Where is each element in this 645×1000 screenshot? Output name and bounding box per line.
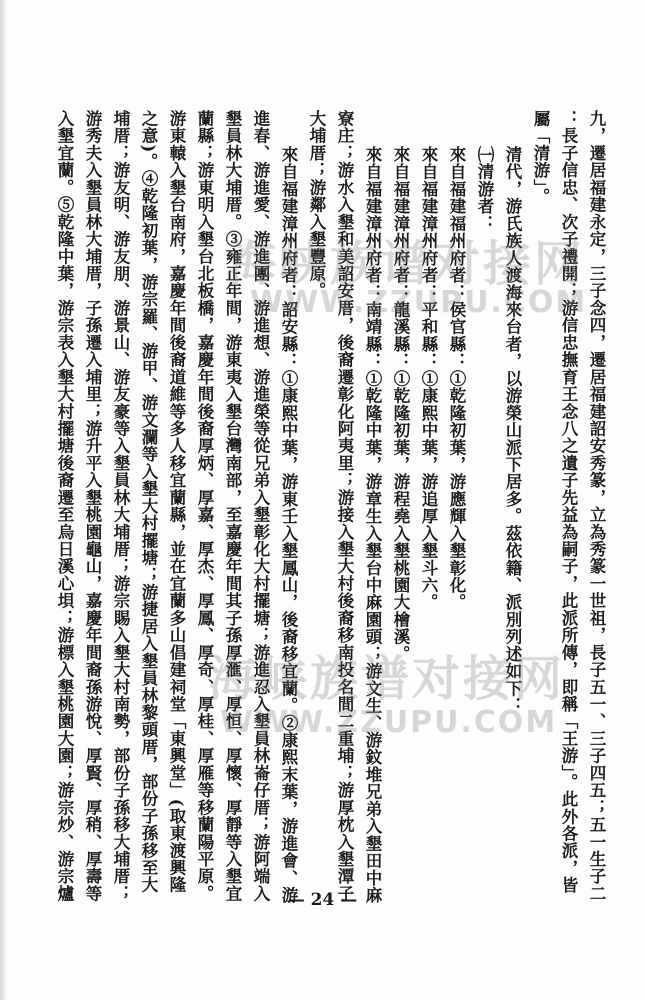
page-edge-shadow [0,0,8,1000]
text-column-4: 清代，游氏族人渡海來台者，以游榮山派下居多。茲依籍、派別列述如下： [503,146,522,715]
text-column-18: 埔厝；游友明、游友朋、游景山、游友豪等入墾員林大埔厝；游宗賜入墾大村南勢，部份子孫移大埔厝； [111,110,130,903]
text-column-5: ㈠清游者： [475,146,494,233]
text-column-6: 來自福建福州府者：侯官縣：①乾隆初葉，游應輝入墾彰化。 [447,146,466,611]
text-column-17: 之意)。④乾隆初葉，游宗羅、游甲、游文瀾等入墾大村擺塘；游捷居入墾員林黎頭厝，部份子孫移至大 [139,110,158,894]
text-column-9: 來自福建漳州府者：南靖縣：①乾隆中葉，游章生入墾台中麻園頭；游文生、游鈫堆兄弟入墾田中麻 [363,146,382,904]
text-column-16: 游東轅入墾台南府，嘉慶年間後裔道維等多人移宜蘭縣，並在宜蘭多山倡建祠堂「東興堂」(取東渡興隆 [167,110,186,894]
text-column-11: 大埔厝；游鄰入墾豐原。 [307,110,326,300]
watermark-text-top: 海峡族谱对接网 [228,236,586,292]
text-column-2: ：長子信忠、次子禮開；游信忠撫育王念八之遺子先益為嗣子，此派所傳，即稱「王游」。此外各派，皆 [559,110,578,894]
text-column-1: 九，遷居福建永定，三子念四，遷居福建詔安秀篆，立為秀篆一世祖，長子五一、三子四五；五一生子二 [587,110,606,903]
text-column-19: 游秀夫入墾員林大埔厝，子孫遷入埔里；游升平入墾桃園龜山，嘉慶年間裔孫游悅、厚賢、厚稍、厚壽等 [83,110,102,903]
watermark-text-bottom: 海峡族谱对接网 [208,651,566,707]
watermark-url-bottom: WWW.ZZUPU.COM [220,705,558,740]
text-column-20: 入墾宜蘭。⑤乾隆中葉，游宗表入墾大村擺塘後裔遷至烏日溪心垻；游標入墾桃園大園；游宗炒、游宗爐 [55,110,74,903]
vertical-text-body [55,110,608,905]
text-column-14: 墾員林大埔厝。③雍正年間，游東夷入墾台灣南部，至嘉慶年間其子孫厚滙、厚恒、厚懷、厚靜等入墾宜 [223,110,242,903]
text-column-15: 蘭縣；游東明入墾台北板橋，嘉慶年間後裔厚炳、厚嘉、厚杰、厚鳳、厚奇、厚桂、厚雁等移蘭陽平原。 [195,110,214,903]
text-column-12: 來自福建漳州府者：詔安縣：①康熙中葉，游東壬入墾鳳山，後裔移宜蘭。②康熙末葉，游進會、游 [279,146,298,904]
text-column-7: 來自福建漳州府者：平和縣：①康熙中葉，游追厚入墾斗六。 [419,146,438,611]
text-column-13: 進春、游進愛、游進團、游進想、游進榮等從兄弟入墾彰化大村擺塘；游進忍入墾員林崙仔厝；游阿端入 [251,110,270,903]
text-column-8: 來自福建漳州府者：龍溪縣：①乾隆初葉，游程堯入墾桃園大檜溪。 [391,146,410,663]
page-number: — 24 — [287,890,358,910]
watermark-url-top: WWW.ZZUPU.COM [250,285,588,320]
text-column-3: 屬「清游」。 [531,110,550,206]
text-column-10: 寮庄；游水入墾和美詔安厝，後裔遷彰化阿夷里；游接入墾大村後裔移南投名間二重埔；游厚枕入墾潭子 [335,110,354,903]
